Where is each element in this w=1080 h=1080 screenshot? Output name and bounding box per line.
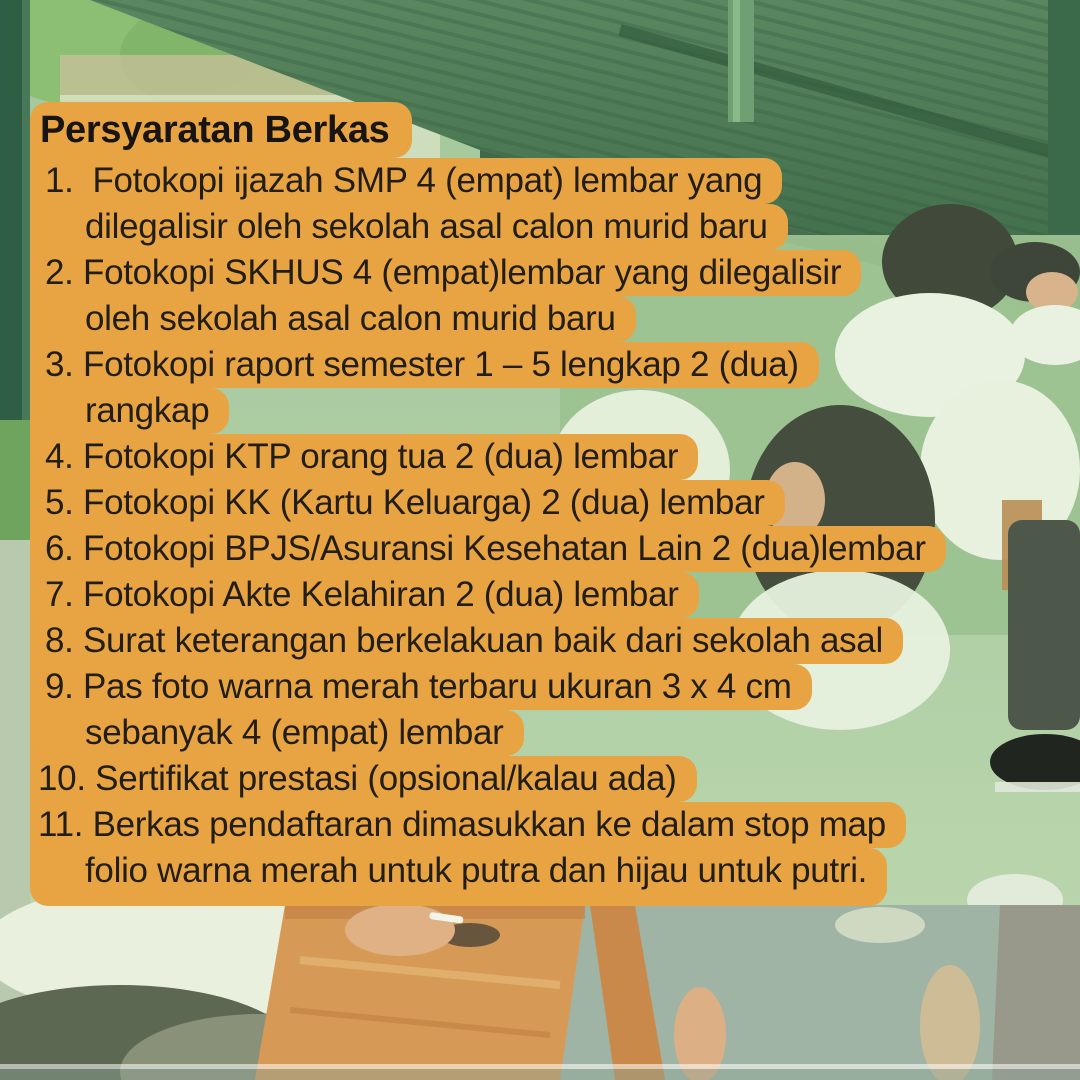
requirement-line [30,480,946,526]
poster-title: Persyaratan Berkas [30,102,412,158]
requirement-line [30,802,946,848]
requirements-list [30,102,946,894]
requirement-line [30,250,946,296]
requirement-text: 11. Berkas pendaftaran dimasukkan ke dalam stop map [30,802,906,848]
poster-title-line [30,102,946,158]
requirement-line [30,342,946,388]
requirement-text: rangkap [30,388,229,434]
bottom-divider-line [0,1064,1080,1080]
requirement-line [30,526,946,572]
requirement-text: 9. Pas foto warna merah terbaru ukuran 3 x 4 cm [30,664,812,710]
requirement-text: 10. Sertifikat prestasi (opsional/kalau ada) [30,756,697,802]
requirement-text: oleh sekolah asal calon murid baru [30,296,636,342]
requirement-text: 1. Fotokopi ijazah SMP 4 (empat) lembar yang [30,158,782,204]
requirement-text: dilegalisir oleh sekolah asal calon murid baru [30,204,788,250]
requirement-text: folio warna merah untuk putra dan hijau untuk putri. [30,848,887,906]
requirement-text: 6. Fotokopi BPJS/Asuransi Kesehatan Lain 2 (dua)lembar [30,526,946,572]
requirement-text: 7. Fotokopi Akte Kelahiran 2 (dua) lembar [30,572,699,618]
requirement-line [30,296,946,342]
requirement-line [30,434,946,480]
requirement-line [30,756,946,802]
requirement-line [30,664,946,710]
requirement-line [30,618,946,664]
requirement-line [30,388,946,434]
foreground-scene [0,880,1080,1080]
requirement-text: sebanyak 4 (empat) lembar [30,710,524,756]
requirement-line [30,710,946,756]
requirement-line [30,204,946,250]
requirement-line [30,572,946,618]
requirement-text: 3. Fotokopi raport semester 1 – 5 lengkap 2 (dua) [30,342,819,388]
requirement-line [30,848,946,894]
requirement-text: 5. Fotokopi KK (Kartu Keluarga) 2 (dua) lembar [30,480,785,526]
requirement-line [30,158,946,204]
requirement-text: 4. Fotokopi KTP orang tua 2 (dua) lembar [30,434,698,480]
requirement-text: 8. Surat keterangan berkelakuan baik dari sekolah asal [30,618,903,664]
requirement-text: 2. Fotokopi SKHUS 4 (empat)lembar yang dilegalisir [30,250,861,296]
